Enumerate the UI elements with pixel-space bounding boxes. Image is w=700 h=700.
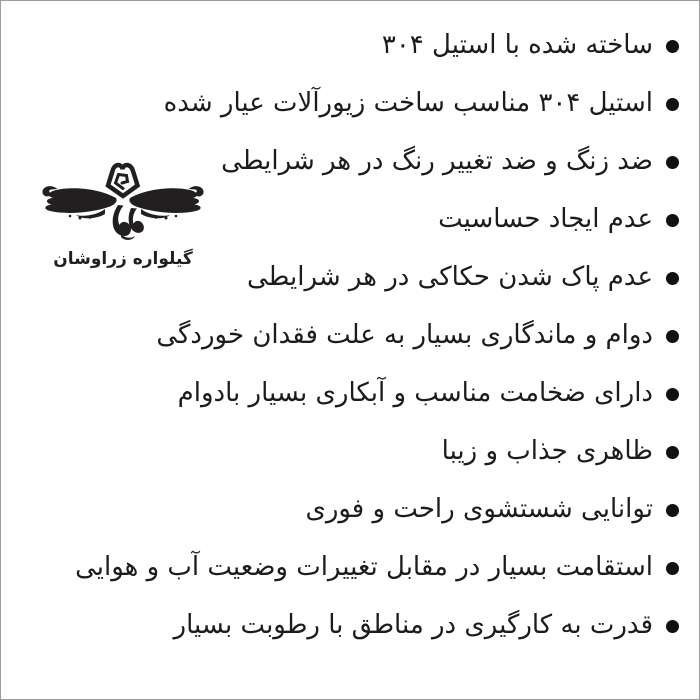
feature-item — [11, 133, 679, 191]
feature-item — [11, 307, 679, 365]
feature-item — [11, 249, 679, 307]
feature-item — [11, 191, 679, 249]
feature-text: ظاهری جذاب و زیبا — [441, 436, 653, 467]
bullet-icon — [666, 562, 679, 575]
bullet-icon — [666, 156, 679, 169]
feature-item — [11, 423, 679, 481]
feature-item — [11, 17, 679, 75]
feature-item — [11, 539, 679, 597]
feature-item — [11, 365, 679, 423]
feature-text: ساخته شده با استیل ۳۰۴ — [381, 30, 653, 61]
feature-text: استیل ۳۰۴ مناسب ساخت زیورآلات عیار شده — [163, 88, 653, 119]
feature-list — [11, 17, 679, 655]
feature-text: دوام و ماندگاری بسیار به علت فقدان خوردگی — [156, 320, 653, 351]
feature-text: استقامت بسیار در مقابل تغییرات وضعیت آب و هوایی — [75, 552, 653, 583]
bullet-icon — [666, 620, 679, 633]
bullet-icon — [666, 98, 679, 111]
feature-text: عدم ایجاد حساسیت — [438, 204, 653, 235]
feature-text: دارای ضخامت مناسب و آبکاری بسیار بادوام — [177, 378, 653, 409]
feature-item — [11, 597, 679, 655]
feature-item — [11, 75, 679, 133]
bullet-icon — [666, 388, 679, 401]
bullet-icon — [666, 40, 679, 53]
bullet-icon — [666, 330, 679, 343]
bullet-icon — [666, 446, 679, 459]
bullet-icon — [666, 504, 679, 517]
bullet-icon — [666, 214, 679, 227]
bullet-icon — [666, 272, 679, 285]
feature-text: عدم پاک شدن حکاکی در هر شرایطی — [247, 262, 653, 293]
brand-name: گیلواره زراوشان — [53, 249, 193, 269]
feature-text: توانایی شستشوی راحت و فوری — [305, 494, 653, 525]
feature-text: ضد زنگ و ضد تغییر رنگ در هر شرایطی — [221, 146, 653, 177]
feature-text: قدرت به کارگیری در مناطق با رطوبت بسیار — [173, 610, 653, 641]
feature-item — [11, 481, 679, 539]
